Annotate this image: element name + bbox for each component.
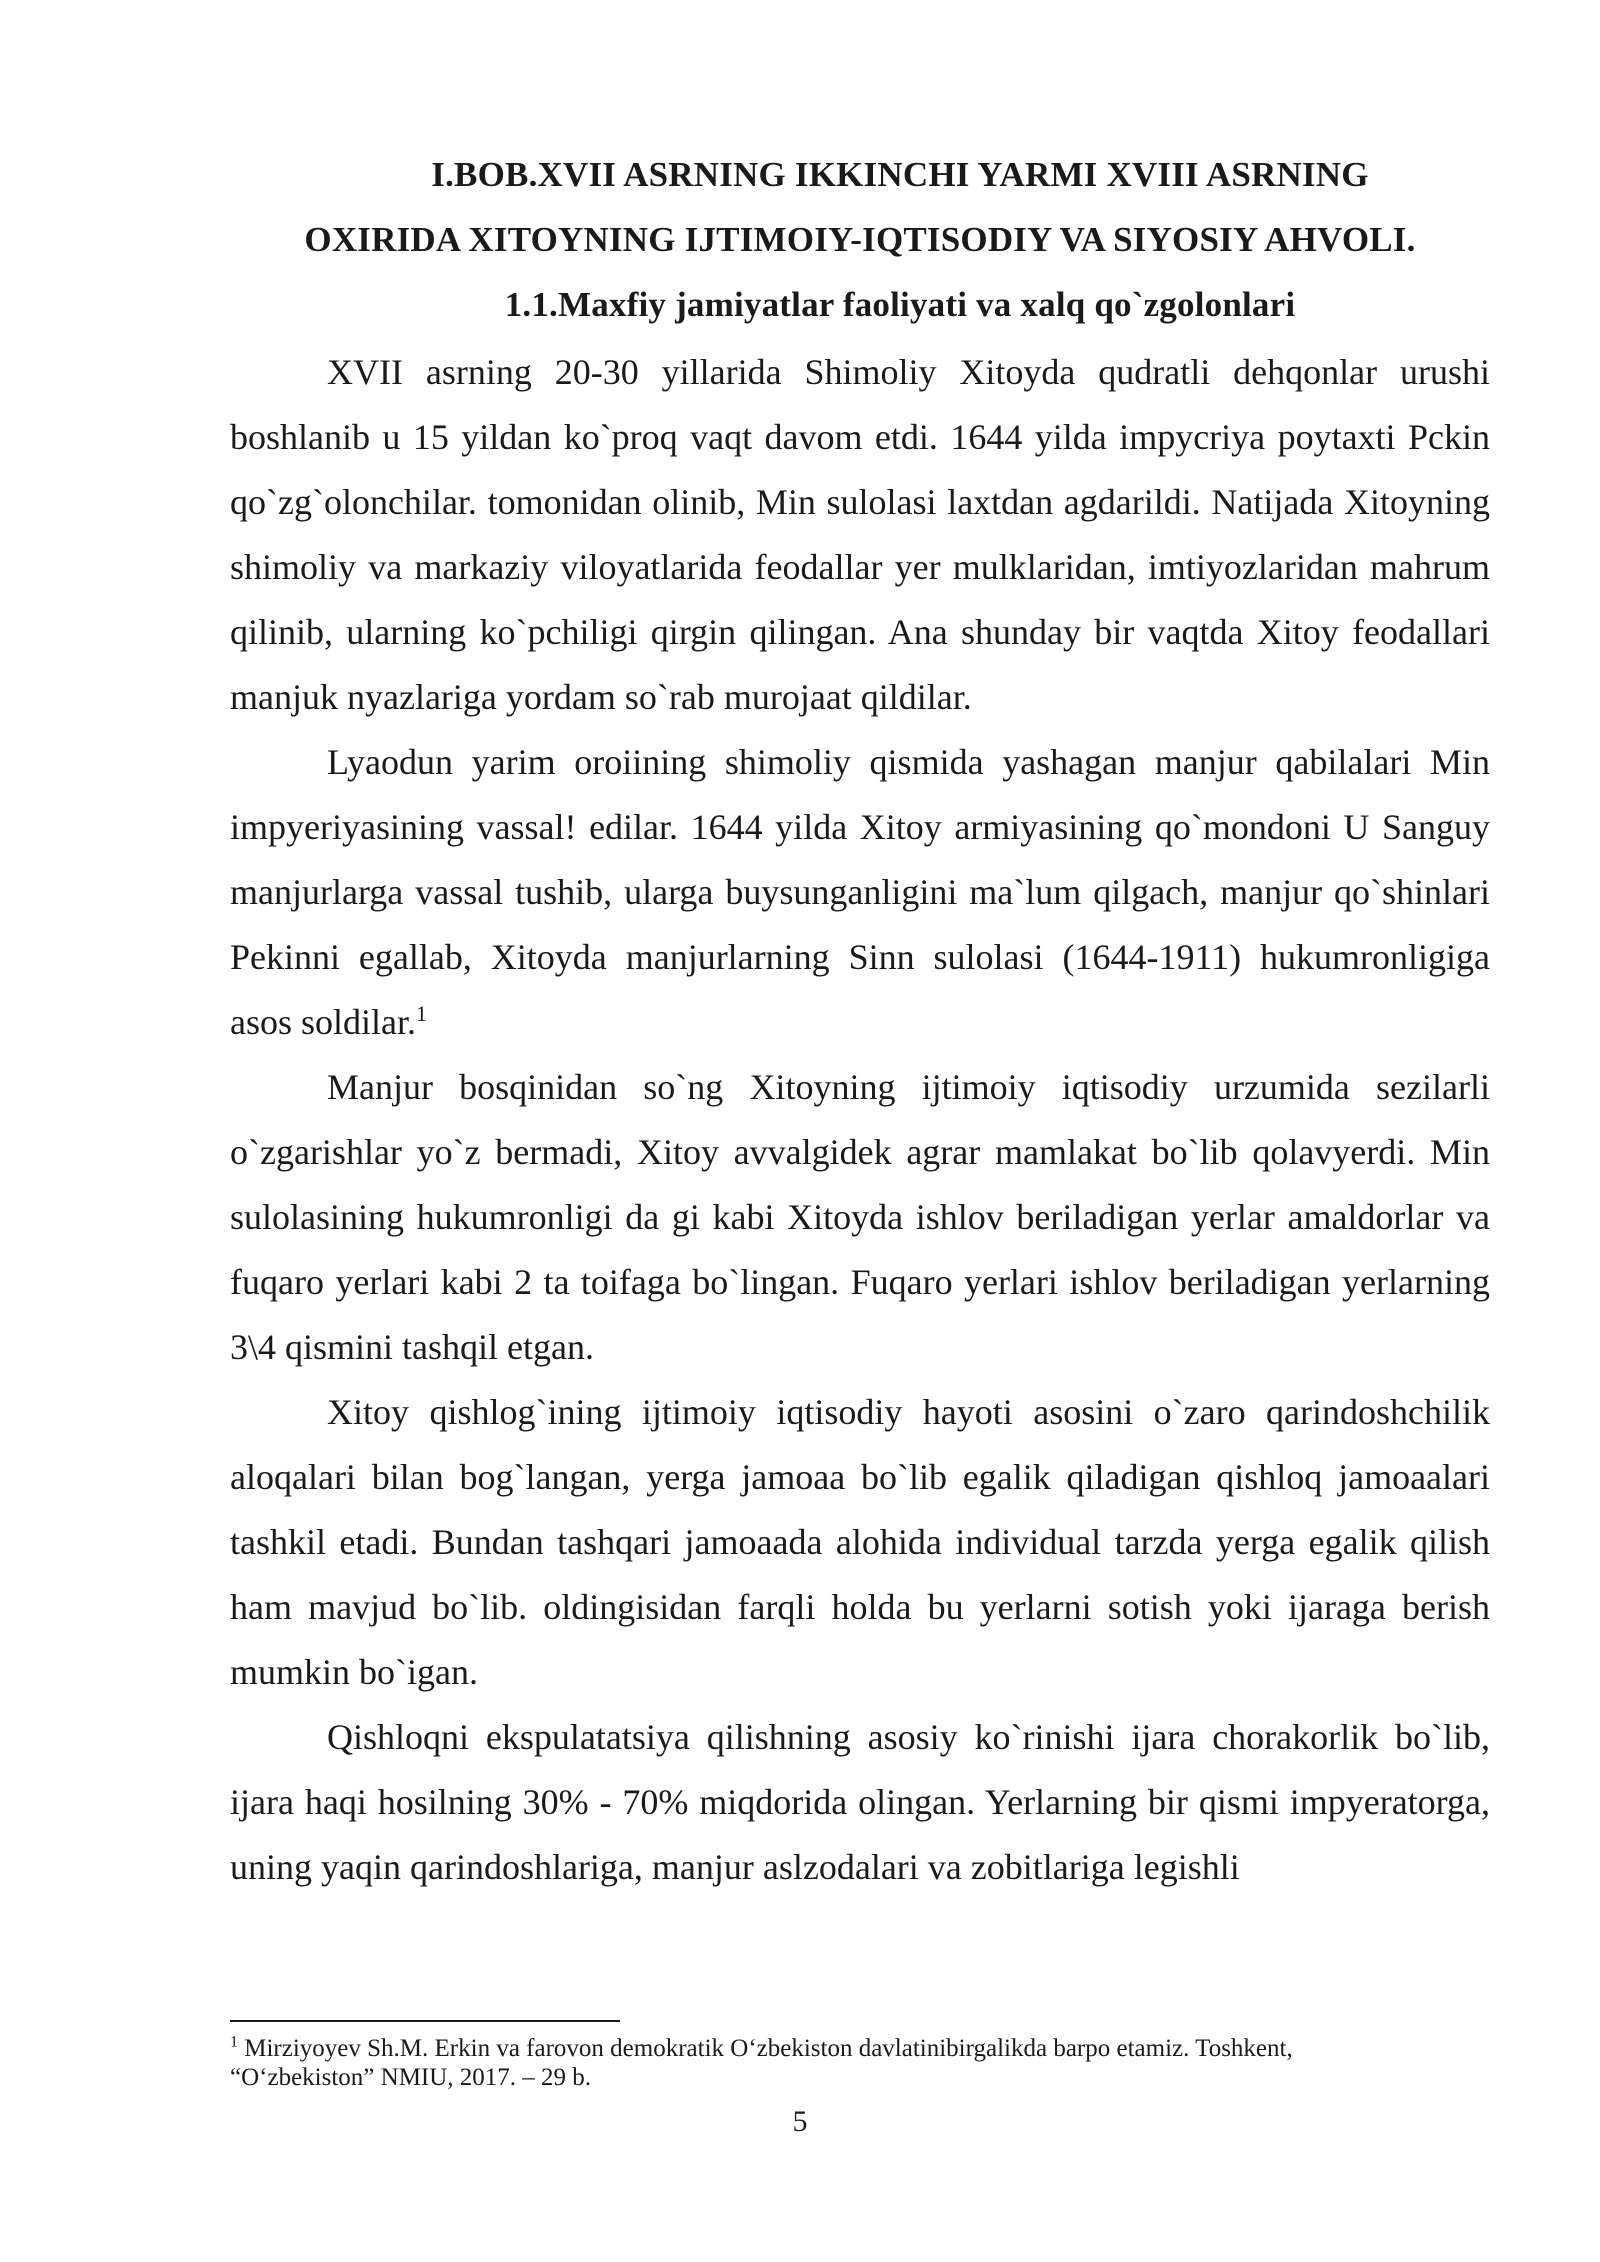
- paragraph-4: [230, 1380, 1490, 1705]
- chapter-title-line-2: OXIRIDA XITOYNING IJTIMOIY-IQTISODIY VA SIYOSIY AHVOLI.: [304, 220, 1416, 259]
- section-subheading: 1.1.Maxfiy jamiyatlar faoliyati va xalq qo`zgolonlari: [504, 285, 1296, 324]
- page-number: 5: [792, 2105, 808, 2138]
- footnote-separator: [230, 2020, 620, 2022]
- paragraph-text: XVII asrning 20-30 yillarida Shimoliy Xitoyda qudratli dehqonlar urushi boshlanib u 15 yildan ko`proq vaqt davom etdi. 1644 yilda impycriya poytaxti Pckin qo`zg`olonchilar. tomonidan olinib, Min sulolasi laxtdan agdarildi. Natijada Xitoyning shimoliy va markaziy viloyatlarida feodallar yer mulklaridan, imtiyozlaridan mahrum qilinib, ularning ko`pchiligi qirgin qilingan. Ana shunday bir vaqtda Xitoy feodallari manjuk nyazlariga yordam so`rab murojaat qildilar.: [230, 352, 1490, 717]
- paragraph-5: [230, 1705, 1490, 1900]
- footnote-text: Mirziyoyev Sh.M. Erkin va farovon demokratik O‘zbekiston davlatinibirgalikda barpo etamiz. Toshkent, “O‘zbekiston” NMIU, 2017. – 29 b.: [230, 2035, 1293, 2091]
- paragraph-text: Manjur bosqinidan so`ng Xitoyning ijtimoiy iqtisodiy urzumida sezilarli o`zgarishlar yo`z bermadi, Xitoy avvalgidek agrar mamlakat bo`lib qolavyerdi. Min sulolasining hukumronligi da gi kabi Xitoyda ishlov beriladigan yerlar amaldorlar va fuqaro yerlari kabi 2 ta toifaga bo`lingan. Fuqaro yerlari ishlov beriladigan yerlarning 3\4 qismini tashqil etgan.: [230, 1067, 1490, 1367]
- footnote-marker: 1: [230, 2033, 238, 2051]
- paragraph-1: [230, 340, 1490, 730]
- paragraph-3: [230, 1055, 1490, 1380]
- footnote-reference[interactable]: 1: [416, 1001, 427, 1026]
- paragraph-text: Lyaodun yarim oroiining shimoliy qismida yashagan manjur qabilalari Min impyeriyasining vassal! edilar. 1644 yilda Xitoy armiyasining qo`mondoni U Sanguy manjurlarga vassal tushib, ularga buysunganligini ma`lum qilgach, manjur qo`shinlari Pekinni egallab, Xitoyda manjurlarning Sinn sulolasi (1644-1911) hukumronligiga asos soldilar.: [230, 742, 1490, 1042]
- paragraph-text: Qishloqni ekspulatatsiya qilishning asosiy ko`rinishi ijara chorakorlik bo`lib, ijara haqi hosilning 30% - 70% miqdorida olingan. Yerlarning bir qismi impyeratorga, uning yaqin qarindoshlariga, manjur aslzodalari va zobitlariga legishli: [230, 1717, 1490, 1887]
- paragraph-text: Xitoy qishlog`ining ijtimoiy iqtisodiy hayoti asosini o`zaro qarindoshchilik aloqalari bilan bog`langan, yerga jamoaa bo`lib egalik qiladigan qishloq jamoaalari tashkil etadi. Bundan tashqari jamoaada alohida individual tarzda yerga egalik qilish ham mavjud bo`lib. oldingisidan farqli holda bu yerlarni sotish yoki ijaraga berish mumkin bo`igan.: [230, 1392, 1490, 1692]
- chapter-title-line-1: I.BOB.XVII ASRNING IKKINCHI YARMI XVIII ASRNING: [431, 155, 1369, 194]
- paragraph-2: [230, 730, 1490, 1055]
- body-text: [230, 340, 1490, 1900]
- footnote: [230, 2034, 1430, 2092]
